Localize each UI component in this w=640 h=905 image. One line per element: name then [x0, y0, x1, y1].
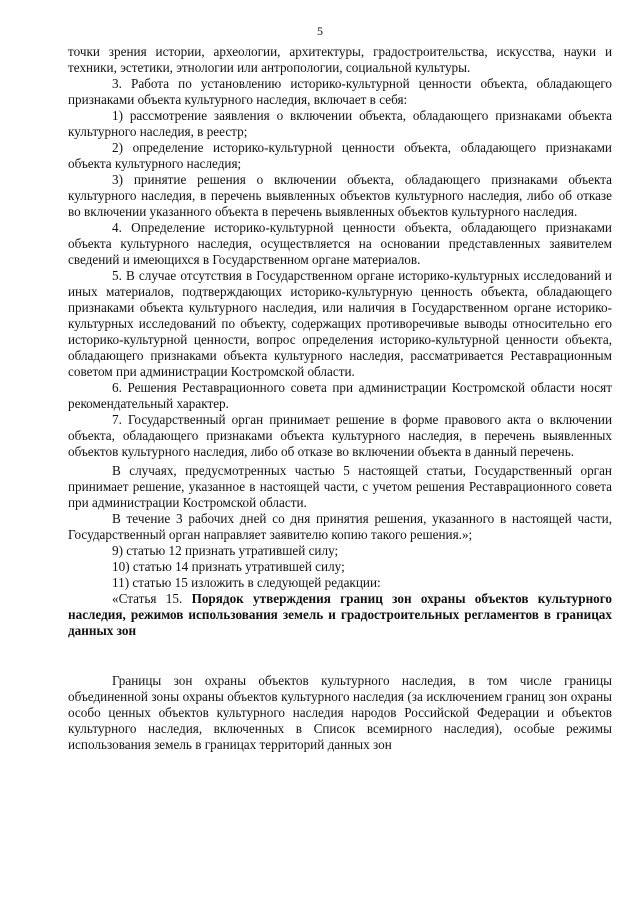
article-heading — [68, 591, 612, 639]
paragraph: 3. Работа по установлению историко-культурной ценности объекта, обладающего признаками объекта культурного наследия, включает в себя: — [68, 76, 612, 107]
paragraph: 7. Государственный орган принимает решение в форме правового акта о включении объекта, обладающего признаками объекта культурного наследия, в перечень выявленных объектов культурного наследия, либо об отказе во включении объекта в данный перечень. — [68, 412, 612, 459]
paragraph: 5. В случае отсутствия в Государственном органе историко-культурных исследований и иных материалов, подтверждающих историко-культурную ценность объекта, обладающего признаками объекта культурного наследия, или наличия в Государственном органе историко-культурных исследований по объекту, содержащих противоречивые выводы относительно его историко-культурной ценности, вопрос определения историко-культурной ценности объекта, обладающего признаками объекта культурного наследия, рассматривается Реставрационным советом при администрации Костромской области. — [68, 268, 612, 379]
paragraph: 4. Определение историко-культурной ценности объекта, обладающего признаками объекта культурного наследия, осуществляется на основании представленных заявителем сведений и имеющихся в Государственном органе материалов. — [68, 220, 612, 267]
article-prefix: «Статья 15. — [112, 591, 183, 606]
page-number: 5 — [317, 24, 323, 38]
paragraph: 1) рассмотрение заявления о включении объекта, обладающего признаками объекта культурного наследия, в реестр; — [68, 108, 612, 139]
paragraph: Границы зон охраны объектов культурного наследия, в том числе границы объединенной зоны охраны объектов культурного наследия (за исключением границ зон охраны особо ценных объектов культурного наследия народов Российской Федерации и объектов культурного наследия, включенных в Список всемирного наследия), особые режимы использования земель в границах территорий данных зон — [68, 673, 612, 752]
article-title: Порядок утверждения границ зон охраны объектов культурного наследия, режимов использования земель и градостроительных регламентов в границах данных зон — [68, 591, 613, 638]
paragraph: 2) определение историко-культурной ценности объекта, обладающего признаками объекта культурного наследия; — [68, 140, 612, 171]
paragraph: точки зрения истории, археологии, архитектуры, градостроительства, искусства, науки и техники, эстетики, этнологии или антропологии, социальной культуры. — [68, 44, 612, 75]
document-body — [68, 44, 612, 753]
paragraph: 3) принятие решения о включении объекта, обладающего признаками объекта культурного наследия, в перечень выявленных объектов культурного наследия, либо об отказе во включении указанного объекта в перечень выявленных объектов культурного наследия. — [68, 172, 612, 219]
list-item: 10) статью 14 признать утратившей силу; — [112, 559, 345, 574]
spacer — [68, 639, 612, 673]
paragraph: В случаях, предусмотренных частью 5 настоящей статьи, Государственный орган принимает решение, указанное в настоящей части, с учетом решения Реставрационного совета при администрации Костромской области. — [68, 463, 612, 510]
paragraph: 6. Решения Реставрационного совета при администрации Костромской области носят рекомендательный характер. — [68, 380, 612, 411]
list-item: 9) статью 12 признать утратившей силу; — [112, 543, 339, 558]
list-item: 11) статью 15 изложить в следующей редакции: — [112, 575, 381, 590]
paragraph: В течение 3 рабочих дней со дня принятия решения, указанного в настоящей части, Государственный орган направляет заявителю копию такого решения.»; — [68, 511, 612, 542]
